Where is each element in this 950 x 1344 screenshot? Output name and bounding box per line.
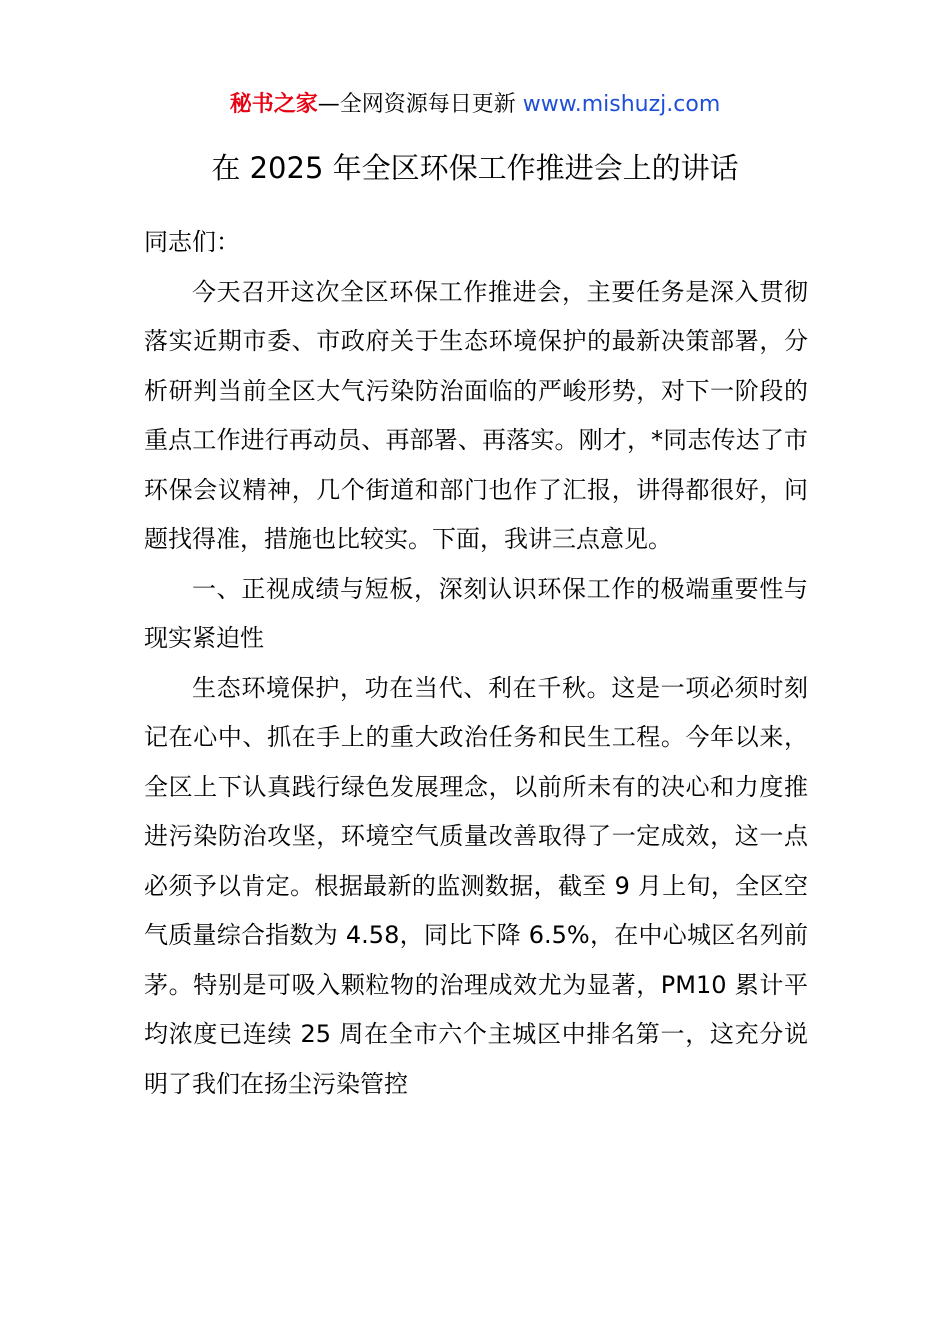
salutation: 同志们： bbox=[144, 228, 240, 256]
brand-name: 秘书之家 bbox=[229, 92, 318, 117]
paragraph-opening: 今天召开这次全区环保工作推进会，主要任务是深入贯彻落实近期市委、市政府关于生态环境保护的最新决策部署，分析研判当前全区大气污染防治面临的严峻形势，对下一阶段的重点工作进行再动员、再部署、再落实。刚才，*同志传达了市环保会议精神，几个街道和部门也作了汇报，讲得都很好，问题找得准，措施也比较实。下面，我讲三点意见。 bbox=[144, 277, 808, 553]
site-url-link[interactable]: www.mishuzj.com bbox=[522, 92, 721, 117]
header-tagline: —全网资源每日更新 bbox=[317, 92, 523, 117]
document-body bbox=[144, 218, 808, 1109]
section-heading-1: 一、正视成绩与短板，深刻认识环保工作的极端重要性与现实紧迫性 bbox=[144, 574, 808, 652]
site-header bbox=[0, 88, 950, 122]
paragraph-section-1: 生态环境保护，功在当代、利在千秋。这是一项必须时刻记在心中、抓在手上的重大政治任务和民生工程。今年以来，全区上下认真践行绿色发展理念，以前所未有的决心和力度推进污染防治攻坚，环境空气质量改善取得了一定成效，这一点必须予以肯定。根据最新的监测数据，截至 9 月上旬，全区空气质量综合指数为 4.58，同比下降 6.5%，在中心城区名列前茅。特别是可吸入颗粒物的治理成效尤为显著，PM10 累计平均浓度已连续 25 周在全市六个主城区中排名第一，这充分说明了我们在扬尘污染管控 bbox=[144, 673, 808, 1098]
document-title: 在 2025 年全区环保工作推进会上的讲话 bbox=[211, 151, 739, 185]
